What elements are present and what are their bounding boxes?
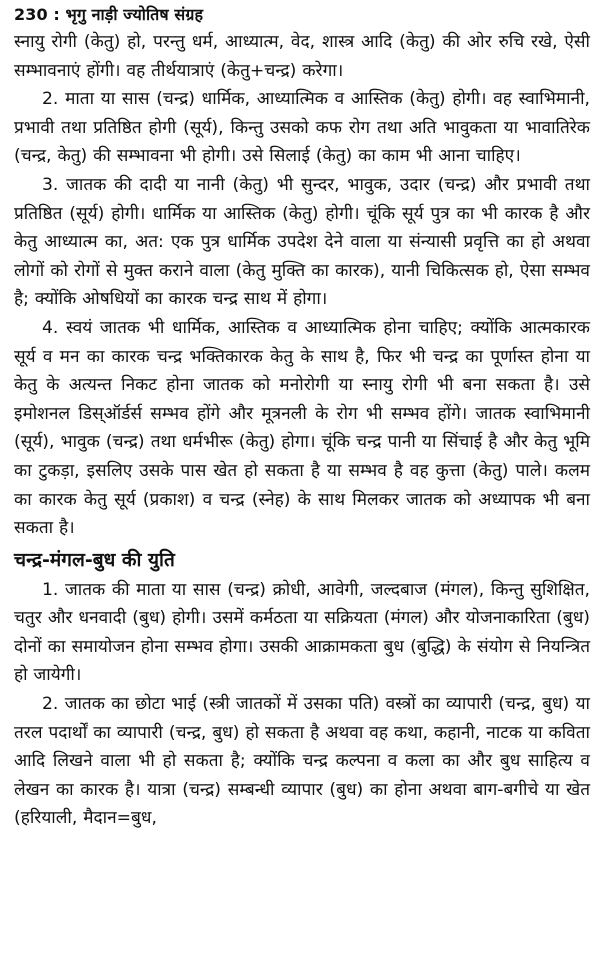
- paragraph-continuation: स्नायु रोगी (केतु) हो, परन्तु धर्म, आध्यात्म, वेद, शास्त्र आदि (केतु) की ओर रुचि रखे, ऐसी सम्भावनाएं होंगी। वह तीर्थयात्राएं (केतु+चन्द्र) करेगा।: [14, 32, 590, 81]
- paragraph-point-2b: 2. जातक का छोटा भाई (स्त्री जातकों में उसका पति) वस्त्रों का व्यापारी (चन्द्र, बुध) या तरल पदार्थों का व्यापारी (चन्द्र, बुध) हो सकता है अथवा वह कथा, कहानी, नाटक या कविता आदि लिखने वाला भी हो सकता है; क्योंकि चन्द्र कल्पना व कला का और बुध साहित्य व लेखन का कारक है। यात्रा (चन्द्र) सम्बन्धी व्यापार (बुध) का होना अथवा बाग-बगीचे या खेत (हरियाली, मैदान=बुध,: [14, 694, 590, 829]
- section-heading: चन्द्र-मंगल-बुध की युति: [14, 548, 175, 571]
- paragraph-point-4: 4. स्वयं जातक भी धार्मिक, आस्तिक व आध्यात्मिक होना चाहिए; क्योंकि आत्मकारक सूर्य व मन का कारक चन्द्र भक्तिकारक केतु के साथ है, फिर भी चन्द्र का पूर्णास्त होना या केतु के अत्यन्त निकट होना जातक को मनोरोगी या स्नायु रोगी भी बना सकता है। उसे इमोशनल डिस्ऑर्डर्स सम्भव होंगे और मूत्रनली के रोग भी सम्भव होंगे। जातक स्वाभिमानी (सूर्य), भावुक (चन्द्र) तथा धर्मभीरू (केतु) होगा। चूंकि चन्द्र पानी या सिंचाई है और केतु भूमि का टुकड़ा, इसलिए उसके पास खेत हो सकता है या सम्भव है वह कुत्ता (केतु) पाले। कलम का कारक केतु सूर्य (प्रकाश) व चन्द्र (स्नेह) के साथ मिलकर जातक को अध्यापक भी बना सकता है।: [14, 317, 590, 539]
- running-head: 230 : भृगु नाड़ी ज्योतिष संग्रह: [14, 5, 204, 24]
- paragraph-point-1: 1. जातक की माता या सास (चन्द्र) क्रोधी, आवेगी, जल्दबाज (मंगल), किन्तु सुशिक्षित, चतुर और धनवादी (बुध) होगी। उसमें कर्मठता या सक्रियता (मंगल) और योजनाकारिता (बुध) दोनों का समायोजन होना सम्भव होगा। उसकी आक्रामकता बुध (बुद्धि) के संयोग से नियन्त्रित हो जायेगी।: [14, 579, 590, 686]
- paragraph-point-2: 2. माता या सास (चन्द्र) धार्मिक, आध्यात्मिक व आस्तिक (केतु) होगी। वह स्वाभिमानी, प्रभावी तथा प्रतिष्ठित होगी (सूर्य), किन्तु उसको कफ रोग तथा अति भावुकता या भावातिरेक (चन्द्र, केतु) की सम्भावना भी होगी। उसे सिलाई (केतु) का काम भी आना चाहिए।: [14, 89, 590, 167]
- paragraph-point-3: 3. जातक की दादी या नानी (केतु) भी सुन्दर, भावुक, उदार (चन्द्र) और प्रभावी तथा प्रतिष्ठित (सूर्य) होगी। धार्मिक या आस्तिक (केतु) होगी। चूंकि सूर्य पुत्र का भी कारक है और केतु आध्यात्म का, अत: एक पुत्र धार्मिक उपदेश देने वाला या संन्यासी प्रवृत्ति का हो अथवा लोगों को रोगों से मुक्त कराने वाला (केतु मुक्ति का कारक), यानी चिकित्सक हो, ऐसा सम्भव है; क्योंकि ओषधियों का कारक चन्द्र साथ में होगा।: [14, 174, 590, 310]
